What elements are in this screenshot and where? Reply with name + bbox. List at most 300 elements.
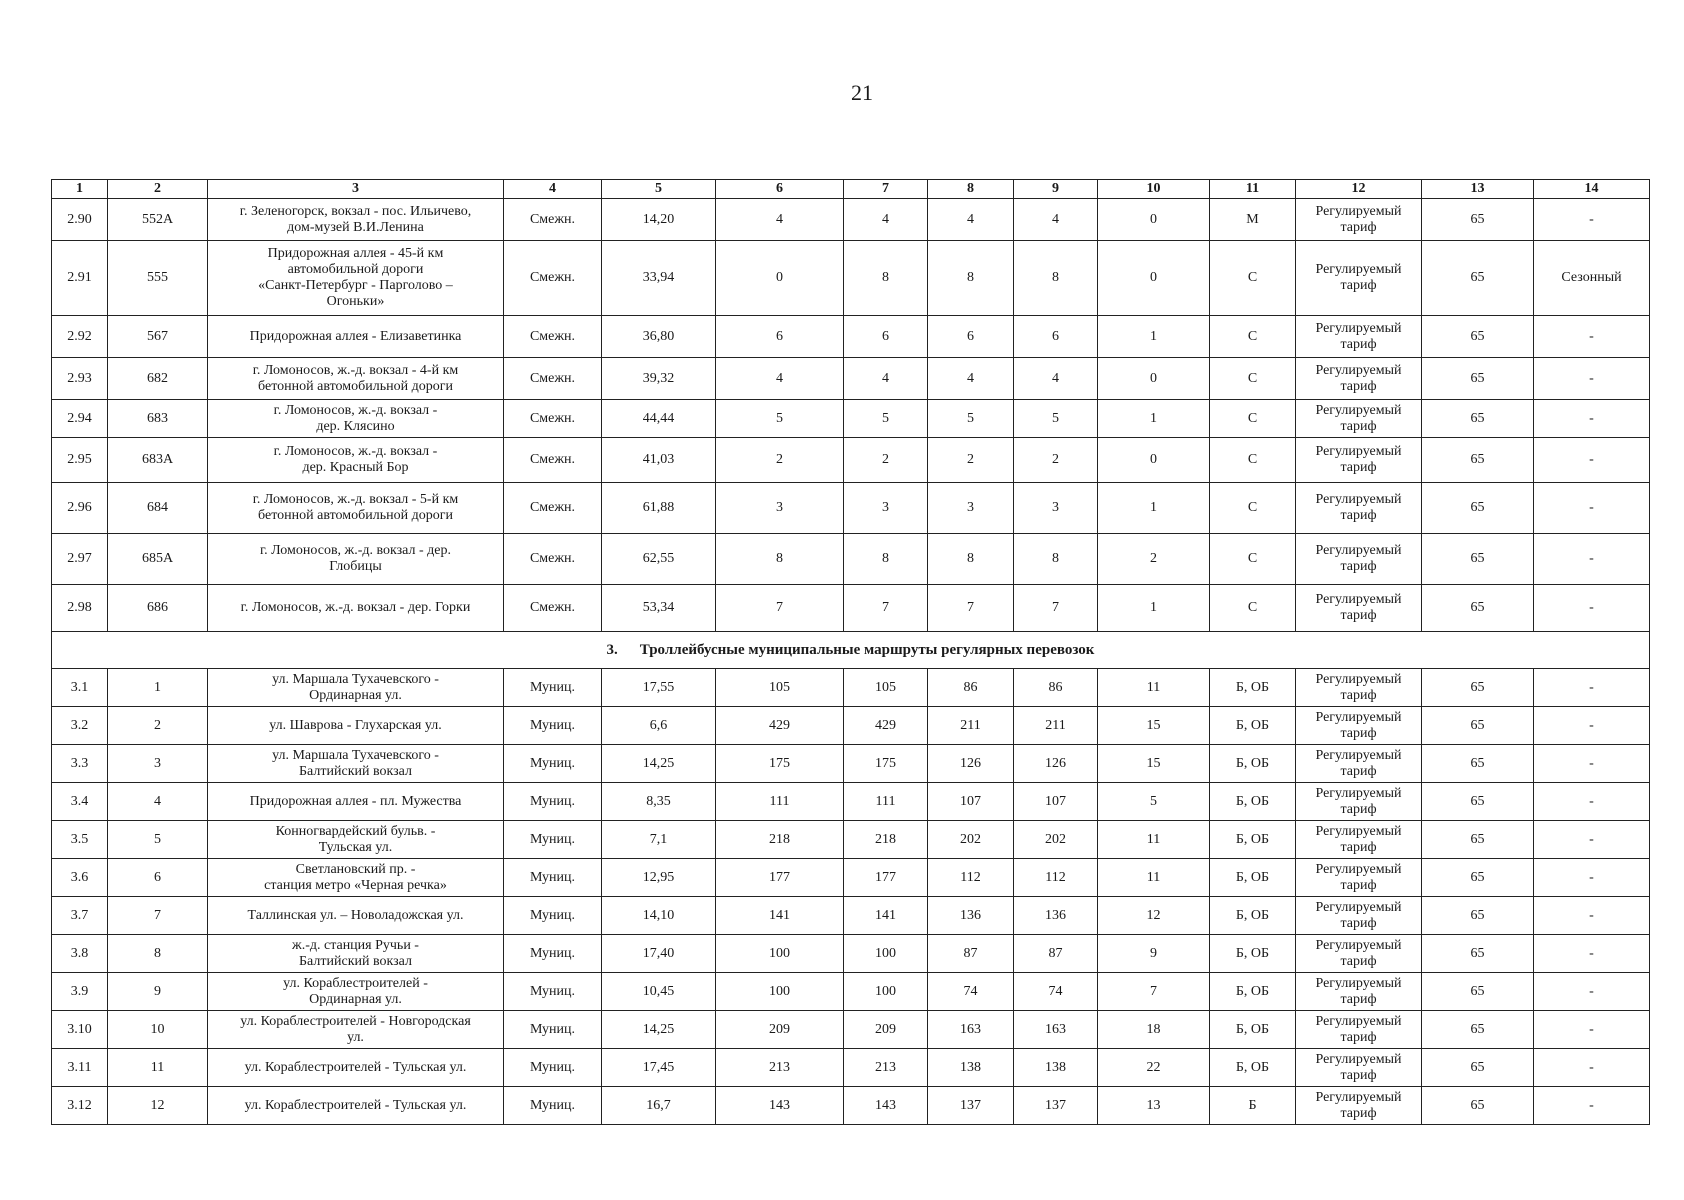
tariff-type-line: Регулируемый	[1315, 592, 1402, 607]
tariff-type-line: Регулируемый	[1315, 937, 1402, 953]
tariff-type	[1296, 821, 1422, 859]
tariff-type	[1296, 358, 1422, 400]
value-col13: 65	[1422, 534, 1534, 585]
route-type: Смежн.	[504, 241, 602, 316]
vehicle-class: С	[1210, 483, 1296, 534]
value-col8: 4	[928, 358, 1014, 400]
route-name	[208, 973, 504, 1011]
tariff-type	[1296, 199, 1422, 241]
value-col6: 143	[716, 1087, 844, 1125]
value-col9: 126	[1014, 745, 1098, 783]
value-col8: 107	[928, 783, 1014, 821]
tariff-type-line: тариф	[1340, 1105, 1377, 1121]
route-type: Муниц.	[504, 669, 602, 707]
section-header	[52, 632, 1650, 669]
table-row	[52, 821, 1650, 859]
tariff-type	[1296, 745, 1422, 783]
tariff-type-line: Регулируемый	[1315, 320, 1402, 336]
value-col6: 3	[716, 483, 844, 534]
route-type: Смежн.	[504, 483, 602, 534]
tariff-type-line: Регулируемый	[1315, 444, 1402, 459]
route-type: Муниц.	[504, 707, 602, 745]
table-row	[52, 358, 1650, 400]
column-number: 13	[1422, 180, 1534, 199]
column-number: 5	[602, 180, 716, 199]
table-row	[52, 973, 1650, 1011]
column-number: 8	[928, 180, 1014, 199]
route-number: 11	[108, 1049, 208, 1087]
value-col7: 100	[844, 973, 928, 1011]
column-number: 2	[108, 180, 208, 199]
route-length: 62,55	[602, 534, 716, 585]
tariff-type-line: Регулируемый	[1315, 543, 1402, 558]
value-col6: 100	[716, 935, 844, 973]
route-length: 14,25	[602, 745, 716, 783]
route-number: 686	[108, 585, 208, 632]
tariff-type-line: Регулируемый	[1315, 785, 1402, 801]
row-number: 3.6	[52, 859, 108, 897]
table-row	[52, 669, 1650, 707]
value-col9: 107	[1014, 783, 1098, 821]
route-length: 39,32	[602, 358, 716, 400]
value-col7: 111	[844, 783, 928, 821]
route-name-line: дом-музей В.И.Ленина	[287, 219, 424, 235]
value-col8: 74	[928, 973, 1014, 1011]
route-name	[208, 1087, 504, 1125]
value-col7: 8	[844, 534, 928, 585]
note: -	[1534, 897, 1650, 935]
vehicle-class: Б, ОБ	[1210, 935, 1296, 973]
value-col6: 177	[716, 859, 844, 897]
vehicle-class: С	[1210, 316, 1296, 358]
note: -	[1534, 783, 1650, 821]
route-type: Смежн.	[504, 534, 602, 585]
column-number: 9	[1014, 180, 1098, 199]
route-number: 12	[108, 1087, 208, 1125]
tariff-type	[1296, 400, 1422, 438]
note: -	[1534, 585, 1650, 632]
route-name	[208, 783, 504, 821]
value-col7: 7	[844, 585, 928, 632]
value-col7: 143	[844, 1087, 928, 1125]
route-name-line: ул. Шаврова - Глухарская ул.	[269, 717, 442, 733]
column-number: 10	[1098, 180, 1210, 199]
route-name-line: ул. Кораблестроителей - Тульская ул.	[244, 1097, 467, 1113]
tariff-type	[1296, 585, 1422, 632]
value-col10: 1	[1098, 483, 1210, 534]
value-col7: 429	[844, 707, 928, 745]
value-col8: 8	[928, 241, 1014, 316]
tariff-type-line: Регулируемый	[1315, 861, 1402, 877]
tariff-type-line: тариф	[1340, 608, 1377, 623]
route-length: 10,45	[602, 973, 716, 1011]
value-col8: 2	[928, 438, 1014, 483]
value-col13: 65	[1422, 783, 1534, 821]
value-col9: 8	[1014, 241, 1098, 316]
note: -	[1534, 859, 1650, 897]
value-col8: 5	[928, 400, 1014, 438]
row-number: 3.2	[52, 707, 108, 745]
route-type: Муниц.	[504, 821, 602, 859]
value-col7: 141	[844, 897, 928, 935]
tariff-type	[1296, 669, 1422, 707]
route-name	[208, 1011, 504, 1049]
value-col6: 111	[716, 783, 844, 821]
tariff-type	[1296, 897, 1422, 935]
table-row	[52, 483, 1650, 534]
route-name	[208, 438, 504, 483]
value-col9: 163	[1014, 1011, 1098, 1049]
value-col6: 4	[716, 358, 844, 400]
route-length: 44,44	[602, 400, 716, 438]
route-length: 17,40	[602, 935, 716, 973]
vehicle-class: Б, ОБ	[1210, 783, 1296, 821]
tariff-type	[1296, 483, 1422, 534]
value-col9: 74	[1014, 973, 1098, 1011]
value-col6: 0	[716, 241, 844, 316]
vehicle-class: Б, ОБ	[1210, 745, 1296, 783]
value-col8: 6	[928, 316, 1014, 358]
route-number: 7	[108, 897, 208, 935]
tariff-type	[1296, 316, 1422, 358]
route-type: Смежн.	[504, 199, 602, 241]
route-length: 53,34	[602, 585, 716, 632]
row-number: 3.12	[52, 1087, 108, 1125]
tariff-type	[1296, 783, 1422, 821]
tariff-type-line: тариф	[1340, 877, 1377, 893]
column-number: 1	[52, 180, 108, 199]
tariff-type-line: тариф	[1340, 1067, 1377, 1083]
value-col13: 65	[1422, 199, 1534, 241]
row-number: 3.11	[52, 1049, 108, 1087]
tariff-type-line: тариф	[1340, 763, 1377, 779]
value-col13: 65	[1422, 707, 1534, 745]
route-length: 61,88	[602, 483, 716, 534]
note: -	[1534, 199, 1650, 241]
route-type: Смежн.	[504, 358, 602, 400]
column-number: 3	[208, 180, 504, 199]
route-number: 685А	[108, 534, 208, 585]
route-name-line: ж.-д. станция Ручьи -	[292, 937, 419, 953]
route-name	[208, 358, 504, 400]
tariff-type-line: Регулируемый	[1315, 402, 1402, 418]
value-col13: 65	[1422, 897, 1534, 935]
value-col7: 209	[844, 1011, 928, 1049]
row-number: 2.95	[52, 438, 108, 483]
column-number: 14	[1534, 180, 1650, 199]
tariff-type-line: тариф	[1340, 991, 1377, 1007]
tariff-type	[1296, 859, 1422, 897]
value-col8: 86	[928, 669, 1014, 707]
route-name-line: ул. Маршала Тухачевского -	[272, 671, 439, 687]
row-number: 2.94	[52, 400, 108, 438]
route-name	[208, 935, 504, 973]
column-number: 11	[1210, 180, 1296, 199]
route-name-line: г. Ломоносов, ж.-д. вокзал - дер.	[259, 543, 451, 558]
vehicle-class: С	[1210, 585, 1296, 632]
note: -	[1534, 707, 1650, 745]
note: -	[1534, 973, 1650, 1011]
tariff-type-line: тариф	[1340, 915, 1377, 931]
note: -	[1534, 483, 1650, 534]
table-row	[52, 745, 1650, 783]
value-col7: 177	[844, 859, 928, 897]
route-type: Муниц.	[504, 1011, 602, 1049]
route-name-line: г. Ломоносов, ж.-д. вокзал - 4-й км	[252, 362, 459, 378]
route-name-line: Таллинская ул. – Новоладожская ул.	[247, 907, 464, 923]
route-number: 567	[108, 316, 208, 358]
route-name-line: Конногвардейский бульв. -	[275, 823, 436, 839]
route-number: 6	[108, 859, 208, 897]
table-row	[52, 859, 1650, 897]
table-row	[52, 1049, 1650, 1087]
value-col8: 202	[928, 821, 1014, 859]
value-col10: 1	[1098, 400, 1210, 438]
row-number: 2.98	[52, 585, 108, 632]
row-number: 3.10	[52, 1011, 108, 1049]
route-type: Муниц.	[504, 1049, 602, 1087]
route-type: Муниц.	[504, 859, 602, 897]
row-number: 2.97	[52, 534, 108, 585]
value-col7: 6	[844, 316, 928, 358]
value-col10: 11	[1098, 821, 1210, 859]
column-number: 6	[716, 180, 844, 199]
row-number: 3.7	[52, 897, 108, 935]
route-type: Смежн.	[504, 585, 602, 632]
value-col10: 13	[1098, 1087, 1210, 1125]
note: -	[1534, 534, 1650, 585]
route-type: Муниц.	[504, 1087, 602, 1125]
route-type: Муниц.	[504, 783, 602, 821]
row-number: 2.90	[52, 199, 108, 241]
vehicle-class: Б, ОБ	[1210, 669, 1296, 707]
value-col6: 105	[716, 669, 844, 707]
vehicle-class: Б, ОБ	[1210, 859, 1296, 897]
route-length: 41,03	[602, 438, 716, 483]
column-number-row	[52, 180, 1650, 199]
note: -	[1534, 400, 1650, 438]
tariff-type-line: Регулируемый	[1315, 203, 1402, 219]
note: -	[1534, 358, 1650, 400]
tariff-type-line: тариф	[1340, 278, 1377, 293]
row-number: 3.9	[52, 973, 108, 1011]
tariff-type	[1296, 935, 1422, 973]
value-col6: 141	[716, 897, 844, 935]
value-col9: 87	[1014, 935, 1098, 973]
route-type: Муниц.	[504, 935, 602, 973]
table-row	[52, 400, 1650, 438]
value-col9: 137	[1014, 1087, 1098, 1125]
value-col10: 0	[1098, 241, 1210, 316]
route-name	[208, 241, 504, 316]
route-number: 5	[108, 821, 208, 859]
route-name-line: г. Ломоносов, ж.-д. вокзал - дер. Горки	[240, 600, 471, 615]
route-name	[208, 859, 504, 897]
tariff-type-line: Регулируемый	[1315, 1089, 1402, 1105]
value-col13: 65	[1422, 669, 1534, 707]
route-name-line: ул. Маршала Тухачевского -	[272, 747, 439, 763]
table-row	[52, 1011, 1650, 1049]
value-col10: 9	[1098, 935, 1210, 973]
note: -	[1534, 1049, 1650, 1087]
value-col13: 65	[1422, 483, 1534, 534]
tariff-type-line: тариф	[1340, 1029, 1377, 1045]
route-name-line: Придорожная аллея - 45-й км	[267, 246, 444, 261]
vehicle-class: С	[1210, 241, 1296, 316]
tariff-type	[1296, 973, 1422, 1011]
route-name-line: г. Ломоносов, ж.-д. вокзал - 5-й км	[252, 492, 459, 507]
tariff-type-line: Регулируемый	[1315, 823, 1402, 839]
route-length: 36,80	[602, 316, 716, 358]
table-row	[52, 534, 1650, 585]
route-name-line: Ординарная ул.	[309, 687, 402, 703]
value-col7: 105	[844, 669, 928, 707]
tariff-type-line: Регулируемый	[1315, 362, 1402, 378]
route-name-line: дер. Клясино	[316, 418, 395, 434]
route-number: 10	[108, 1011, 208, 1049]
value-col8: 112	[928, 859, 1014, 897]
value-col8: 4	[928, 199, 1014, 241]
row-number: 3.3	[52, 745, 108, 783]
route-length: 6,6	[602, 707, 716, 745]
route-name-line: г. Зеленогорск, вокзал - пос. Ильичево,	[239, 203, 472, 219]
value-col9: 8	[1014, 534, 1098, 585]
route-type: Смежн.	[504, 400, 602, 438]
route-type: Смежн.	[504, 438, 602, 483]
value-col9: 136	[1014, 897, 1098, 935]
page-number: 21	[851, 80, 873, 105]
vehicle-class: Б, ОБ	[1210, 1011, 1296, 1049]
note: -	[1534, 669, 1650, 707]
value-col13: 65	[1422, 745, 1534, 783]
route-name	[208, 316, 504, 358]
note: -	[1534, 821, 1650, 859]
section-title: Троллейбусные муниципальные маршруты регулярных перевозок	[639, 642, 1095, 658]
route-length: 7,1	[602, 821, 716, 859]
value-col13: 65	[1422, 973, 1534, 1011]
tariff-type-line: Регулируемый	[1315, 1051, 1402, 1067]
route-name-line: бетонной автомобильной дороги	[258, 378, 453, 394]
route-number: 683	[108, 400, 208, 438]
tariff-type	[1296, 1011, 1422, 1049]
vehicle-class: С	[1210, 400, 1296, 438]
table-row	[52, 897, 1650, 935]
value-col9: 3	[1014, 483, 1098, 534]
value-col13: 65	[1422, 358, 1534, 400]
value-col9: 202	[1014, 821, 1098, 859]
value-col6: 100	[716, 973, 844, 1011]
section-number: 3.	[606, 642, 618, 658]
vehicle-class: Б, ОБ	[1210, 1049, 1296, 1087]
tariff-type-line: Регулируемый	[1315, 492, 1402, 507]
route-name-line: Придорожная аллея - Елизаветинка	[249, 328, 462, 344]
value-col9: 2	[1014, 438, 1098, 483]
route-number: 8	[108, 935, 208, 973]
value-col10: 11	[1098, 669, 1210, 707]
route-number: 1	[108, 669, 208, 707]
tariff-type-line: тариф	[1340, 953, 1377, 969]
value-col8: 8	[928, 534, 1014, 585]
vehicle-class: Б, ОБ	[1210, 897, 1296, 935]
value-col7: 213	[844, 1049, 928, 1087]
value-col9: 138	[1014, 1049, 1098, 1087]
vehicle-class: М	[1210, 199, 1296, 241]
value-col10: 11	[1098, 859, 1210, 897]
route-name-line: Придорожная аллея - пл. Мужества	[249, 793, 462, 809]
tariff-type	[1296, 241, 1422, 316]
row-number: 3.5	[52, 821, 108, 859]
value-col10: 1	[1098, 316, 1210, 358]
row-number: 3.4	[52, 783, 108, 821]
row-number: 3.1	[52, 669, 108, 707]
table-row	[52, 199, 1650, 241]
tariff-type-line: Регулируемый	[1315, 262, 1402, 277]
route-name-line: Ординарная ул.	[309, 991, 402, 1007]
route-name-line: «Санкт-Петербург - Парголово –	[258, 278, 453, 293]
route-number: 3	[108, 745, 208, 783]
route-number: 9	[108, 973, 208, 1011]
vehicle-class: С	[1210, 358, 1296, 400]
note: -	[1534, 316, 1650, 358]
value-col7: 100	[844, 935, 928, 973]
tariff-type	[1296, 1049, 1422, 1087]
route-length: 14,10	[602, 897, 716, 935]
route-name-line: Балтийский вокзал	[299, 953, 412, 969]
route-type: Смежн.	[504, 316, 602, 358]
row-number: 2.92	[52, 316, 108, 358]
tariff-type-line: тариф	[1340, 801, 1377, 817]
route-name-line: г. Ломоносов, ж.-д. вокзал -	[273, 402, 438, 418]
route-length: 16,7	[602, 1087, 716, 1125]
row-number: 2.91	[52, 241, 108, 316]
tariff-type-line: тариф	[1340, 839, 1377, 855]
route-name	[208, 669, 504, 707]
tariff-type-line: тариф	[1340, 336, 1377, 352]
route-name-line: станция метро «Черная речка»	[264, 877, 447, 893]
route-name-line: Огоньки»	[326, 294, 385, 309]
value-col8: 211	[928, 707, 1014, 745]
value-col8: 137	[928, 1087, 1014, 1125]
vehicle-class: Б, ОБ	[1210, 973, 1296, 1011]
value-col9: 4	[1014, 358, 1098, 400]
value-col8: 136	[928, 897, 1014, 935]
route-name-line: ул. Кораблестроителей - Тульская ул.	[244, 1059, 467, 1075]
route-name-line: Балтийский вокзал	[299, 763, 412, 779]
value-col10: 0	[1098, 199, 1210, 241]
row-number: 2.93	[52, 358, 108, 400]
value-col10: 7	[1098, 973, 1210, 1011]
route-name	[208, 707, 504, 745]
value-col13: 65	[1422, 241, 1534, 316]
value-col8: 87	[928, 935, 1014, 973]
route-name	[208, 897, 504, 935]
table-row	[52, 438, 1650, 483]
route-name-line: Светлановский пр. -	[295, 861, 416, 877]
tariff-type-line: тариф	[1340, 219, 1377, 235]
value-col6: 429	[716, 707, 844, 745]
route-name-line: ул.	[347, 1029, 364, 1045]
value-col10: 1	[1098, 585, 1210, 632]
route-name	[208, 585, 504, 632]
table-row	[52, 707, 1650, 745]
value-col8: 7	[928, 585, 1014, 632]
value-col6: 4	[716, 199, 844, 241]
route-name	[208, 745, 504, 783]
value-col7: 8	[844, 241, 928, 316]
route-length: 14,25	[602, 1011, 716, 1049]
note: -	[1534, 1011, 1650, 1049]
table-row	[52, 935, 1650, 973]
